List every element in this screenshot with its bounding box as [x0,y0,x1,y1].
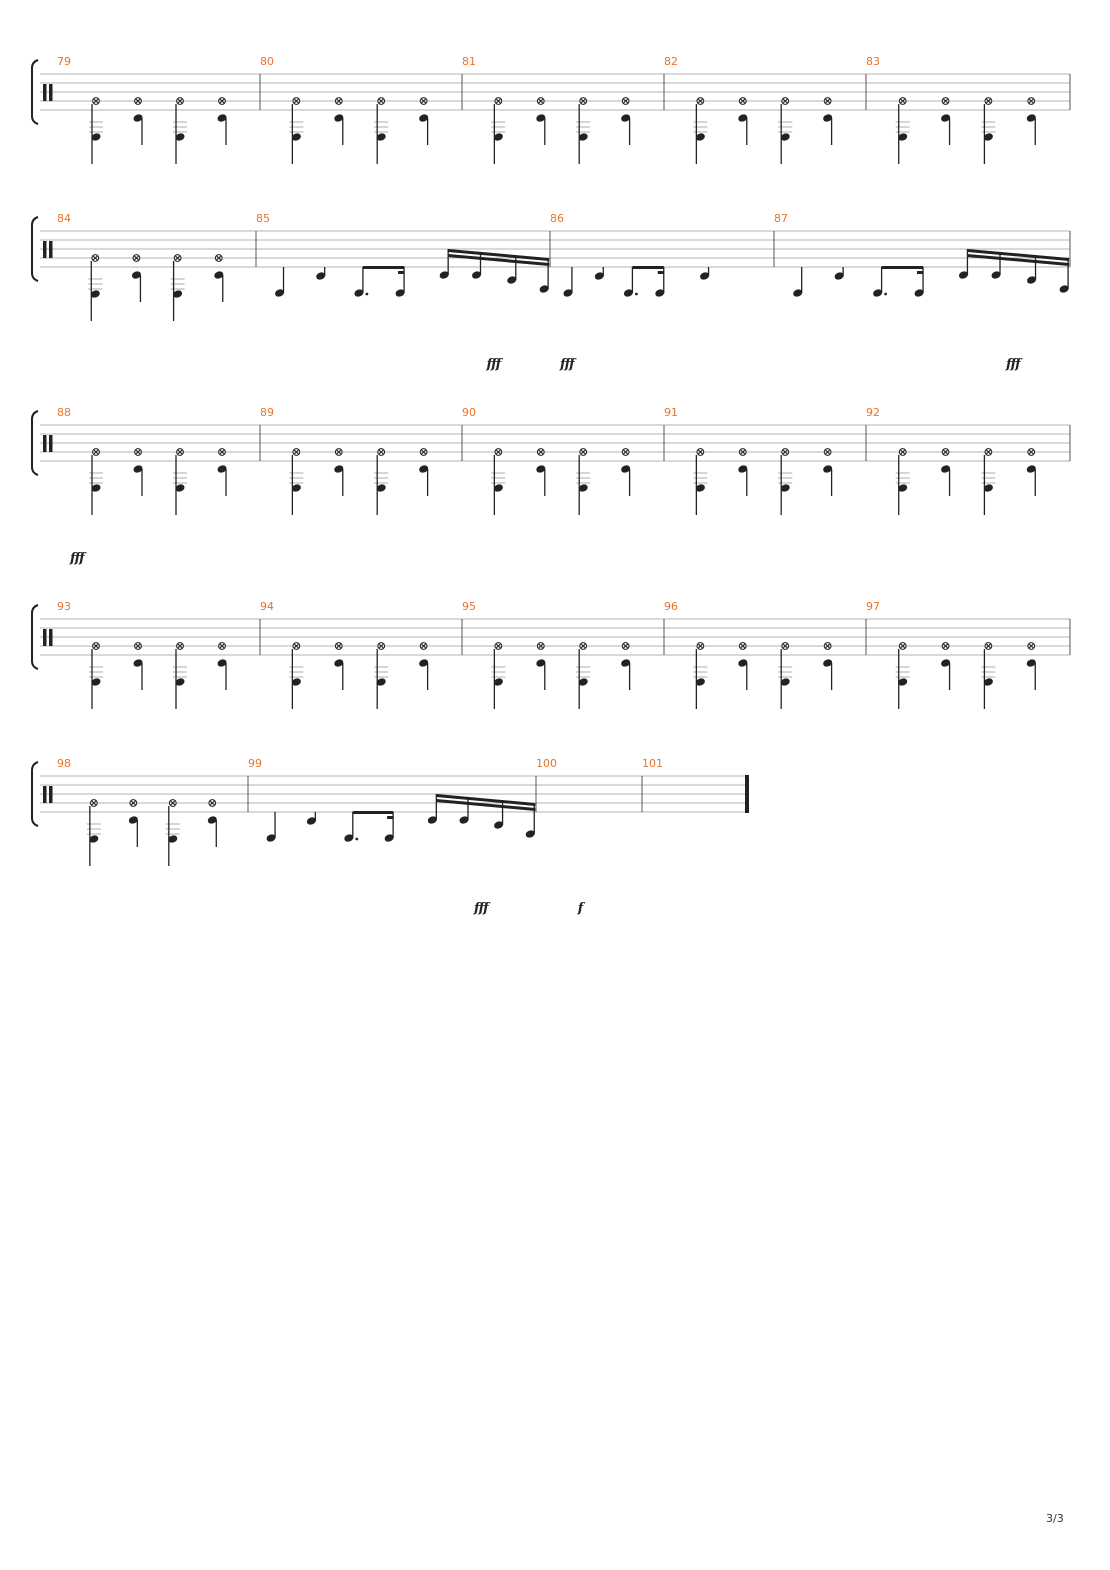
measure-number: 101 [642,757,663,770]
augmentation-dot [366,293,369,296]
dynamic-marking: fff [560,357,574,372]
staff-system [32,212,1070,372]
dynamic-marking: f [577,901,583,916]
measure [550,212,774,298]
staff-system [32,600,1070,709]
note-beam [387,816,393,819]
staff-system [32,757,749,916]
dynamic-marking: fff [486,357,501,372]
note-beam [363,266,404,269]
measure-number: 95 [462,600,476,613]
measure [256,212,550,298]
measure-number: 89 [260,406,274,419]
staff-system [32,55,1070,164]
measure-number: 94 [260,600,274,613]
measure-number: 87 [774,212,788,225]
percussion-clef [43,786,47,803]
measure-number: 82 [664,55,678,68]
percussion-clef [49,241,53,258]
measure-number: 90 [462,406,476,419]
dynamic-marking: fff [474,901,488,916]
percussion-clef [43,241,47,258]
measure-number: 80 [260,55,274,68]
percussion-clef [49,629,53,646]
note-beam [882,266,923,269]
measure-number: 83 [866,55,880,68]
measure-number: 97 [866,600,880,613]
measure-number: 85 [256,212,270,225]
percussion-clef [43,84,47,101]
augmentation-dot [635,293,638,296]
note-beam [353,811,393,814]
measure [248,757,536,843]
measure-number: 81 [462,55,476,68]
system-bracket [32,217,38,281]
measure-number: 98 [57,757,71,770]
measure-number: 91 [664,406,678,419]
augmentation-dot [884,293,887,296]
percussion-clef [49,84,53,101]
dynamic-marking: fff [1006,357,1020,372]
note-beam [632,266,663,269]
measure-number: 79 [57,55,71,68]
measure-number: 100 [536,757,557,770]
dynamic-marking: fff [70,551,84,566]
measure-number: 92 [866,406,880,419]
score [32,55,1070,916]
note-beam [658,271,664,274]
measure-number: 86 [550,212,564,225]
measure-number: 88 [57,406,71,419]
measure-number: 96 [664,600,678,613]
staff-system [32,406,1070,566]
system-bracket [32,605,38,669]
note-beam [398,271,404,274]
percussion-clef [43,435,47,452]
measure-number: 84 [57,212,71,225]
measure-number: 93 [57,600,71,613]
note-beam [917,271,923,274]
measure-number: 99 [248,757,262,770]
percussion-clef [43,629,47,646]
system-bracket [32,60,38,124]
system-bracket [32,411,38,475]
percussion-clef [49,786,53,803]
augmentation-dot [355,838,358,841]
measure [774,212,1070,298]
final-barline [745,775,749,813]
system-bracket [32,762,38,826]
percussion-clef [49,435,53,452]
page-number: 3/3 [1046,1512,1064,1525]
